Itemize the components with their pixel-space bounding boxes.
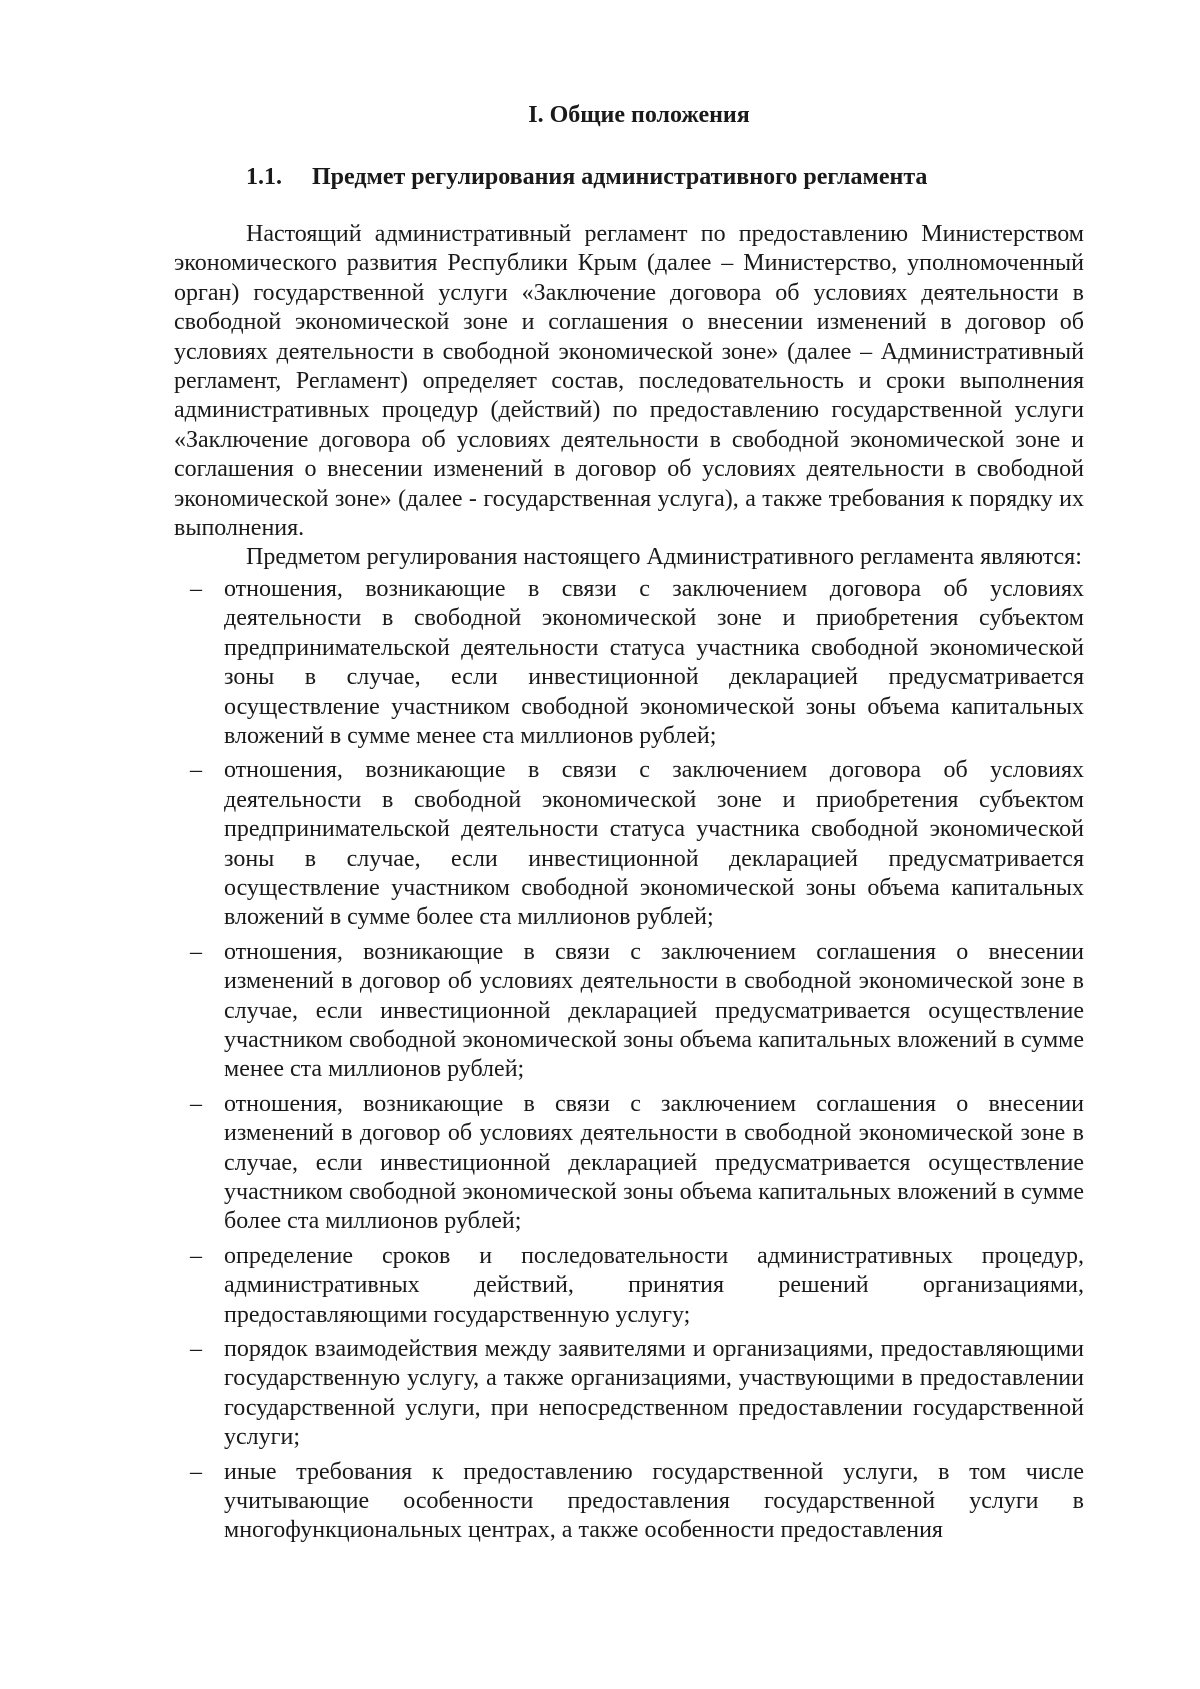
- dash-marker: –: [190, 1090, 202, 1117]
- subject-list: [174, 575, 1084, 1546]
- dash-marker: –: [190, 1242, 202, 1269]
- list-item: [174, 1242, 1084, 1330]
- dash-marker: –: [190, 938, 202, 965]
- list-item-text: порядок взаимодействия между заявителями и организациями, предоставляющими государственную услугу, а также организациями, участвующими в предоставлении государственной услуги, при непосредственном предоставлении государственной услуги;: [224, 1336, 1084, 1451]
- list-item: [174, 1335, 1084, 1453]
- list-item-text: отношения, возникающие в связи с заключением соглашения о внесении изменений в договор об условиях деятельности в свободной экономической зоне в случае, если инвестиционной декларацией предусматривается осуществление участником свободной экономической зоны объема капитальных вложений в сумме более ста миллионов рублей;: [224, 1090, 1084, 1235]
- dash-marker: –: [190, 757, 202, 784]
- subsection-title: Предмет регулирования административного регламента: [312, 164, 928, 190]
- section-title: I. Общие положения: [528, 102, 750, 128]
- intro-paragraph: Настоящий административный регламент по предоставлению Министерством экономического развития Республики Крым (далее – Министерство, уполномоченный орган) государственной услуги «Заключение договора об условиях деятельности в свободной экономической зоне и соглашения о внесении изменений в договор об условиях деятельности в свободной экономической зоне» (далее – Административный регламент, Регламент) определяет состав, последовательность и сроки выполнения административных процедур (действий) по предоставлению государственной услуги «Заключение договора об условиях деятельности в свободной экономической зоне и соглашения о внесении изменений в договор об условиях деятельности в свободной экономической зоне» (далее - государственная услуга), а также требования к порядку их выполнения.: [174, 221, 1084, 542]
- list-item: [174, 1090, 1084, 1237]
- list-item-text: отношения, возникающие в связи с заключением договора об условиях деятельности в свободной экономической зоне и приобретения субъектом предпринимательской деятельности статуса участника свободной экономической зоны в случае, если инвестиционной декларацией предусматривается осуществление участником свободной экономической зоны объема капитальных вложений в сумме более ста миллионов рублей;: [224, 757, 1084, 931]
- dash-marker: –: [190, 575, 202, 602]
- list-item: [174, 1458, 1084, 1546]
- dash-marker: –: [190, 1458, 202, 1485]
- list-item-text: отношения, возникающие в связи с заключением договора об условиях деятельности в свободной экономической зоне и приобретения субъектом предпринимательской деятельности статуса участника свободной экономической зоны в случае, если инвестиционной декларацией предусматривается осуществление участником свободной экономической зоны объема капитальных вложений в сумме менее ста миллионов рублей;: [224, 575, 1084, 749]
- subsection-number: 1.1.: [246, 164, 282, 190]
- subject-paragraph: Предметом регулирования настоящего Административного регламента являются:: [246, 544, 1082, 571]
- document-page: [174, 100, 1084, 1551]
- list-item-text: определение сроков и последовательности административных процедур, административных действий, принятия решений организациями, предоставляющими государственную услугу;: [224, 1242, 1084, 1328]
- list-item: [174, 938, 1084, 1085]
- list-item-text: иные требования к предоставлению государственной услуги, в том числе учитывающие особенности предоставления государственной услуги в многофункциональных центрах, а также особенности предоставления: [224, 1458, 1084, 1544]
- list-item-text: отношения, возникающие в связи с заключением соглашения о внесении изменений в договор об условиях деятельности в свободной экономической зоне в случае, если инвестиционной декларацией предусматривается осуществление участником свободной экономической зоны объема капитальных вложений в сумме менее ста миллионов рублей;: [224, 938, 1084, 1083]
- subsection-heading: [246, 162, 1084, 192]
- list-item: [174, 575, 1084, 751]
- dash-marker: –: [190, 1336, 202, 1363]
- list-item: [174, 756, 1084, 932]
